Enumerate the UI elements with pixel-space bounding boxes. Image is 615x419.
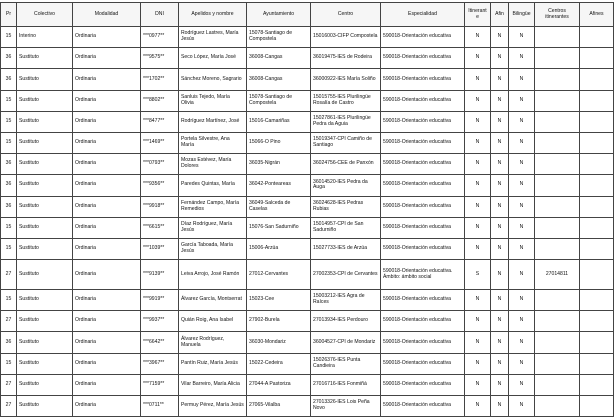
cell-ayuntamiento: 27012-Cervantes — [247, 260, 311, 290]
page — [0, 2, 613, 417]
cell-especialidad: 590018-Orientación educativa — [381, 290, 465, 311]
cell-afines — [580, 154, 614, 175]
cell-ayuntamiento: 15016-Camariñas — [247, 111, 311, 132]
cell-centros-itinerantes — [535, 353, 580, 374]
cell-colectivo: Sustituto — [17, 69, 73, 90]
cell-apelidos-nombre: García Taboada, María Jesús — [179, 238, 247, 259]
cell-afin: N — [491, 332, 509, 353]
table-row — [1, 196, 614, 217]
cell-pr: 15 — [1, 238, 17, 259]
table-row — [1, 290, 614, 311]
cell-apelidos-nombre: Leiva Arrojo, José Ramón — [179, 260, 247, 290]
cell-afines — [580, 196, 614, 217]
cell-itinerante: N — [465, 290, 491, 311]
cell-centro: 27002353-CPI de Cervantes — [311, 260, 381, 290]
cell-centros-itinerantes: 27014811 — [535, 260, 580, 290]
cell-apelidos-nombre: Sanluis Tejedo, María Olivia — [179, 90, 247, 111]
cell-centro: 36000922-IES María Soliño — [311, 69, 381, 90]
cell-bilingue: N — [509, 196, 535, 217]
header-afin: Afin — [491, 3, 509, 27]
cell-itinerante: N — [465, 332, 491, 353]
table-row — [1, 260, 614, 290]
cell-apelidos-nombre: Mozas Estévez, María Dolores — [179, 154, 247, 175]
cell-modalidad: Ordinaria — [73, 260, 141, 290]
cell-centro: 27013934-IES Perdouro — [311, 311, 381, 332]
cell-especialidad: 590018-Orientación educativa — [381, 90, 465, 111]
table-row — [1, 175, 614, 196]
cell-especialidad: 590018-Orientación educativa — [381, 48, 465, 69]
cell-especialidad: 590018-Orientación educativa — [381, 332, 465, 353]
cell-bilingue: N — [509, 154, 535, 175]
table-row — [1, 396, 614, 417]
cell-apelidos-nombre: Álvarez Rodríguez, Manuela — [179, 332, 247, 353]
cell-dni: ***1039** — [141, 238, 179, 259]
cell-pr: 27 — [1, 260, 17, 290]
cell-bilingue: N — [509, 260, 535, 290]
cell-itinerante: N — [465, 27, 491, 48]
cell-dni: ***9356** — [141, 175, 179, 196]
cell-colectivo: Sustituto — [17, 353, 73, 374]
cell-especialidad: 590018-Orientación educativa. Ámbito: ámbito social — [381, 260, 465, 290]
cell-bilingue: N — [509, 69, 535, 90]
cell-bilingue: N — [509, 111, 535, 132]
cell-centros-itinerantes — [535, 69, 580, 90]
cell-pr: 27 — [1, 374, 17, 395]
cell-dni: ***9575** — [141, 48, 179, 69]
cell-pr: 36 — [1, 48, 17, 69]
cell-pr: 36 — [1, 154, 17, 175]
cell-afines — [580, 217, 614, 238]
cell-bilingue: N — [509, 396, 535, 417]
cell-ayuntamiento: 27065-Vilalba — [247, 396, 311, 417]
cell-modalidad: Ordinaria — [73, 311, 141, 332]
table-row — [1, 69, 614, 90]
cell-apelidos-nombre: Álvarez García, Montserrat — [179, 290, 247, 311]
cell-colectivo: Sustituto — [17, 90, 73, 111]
header-especialidad: Especialidad — [381, 3, 465, 27]
cell-colectivo: Sustituto — [17, 311, 73, 332]
cell-bilingue: N — [509, 238, 535, 259]
cell-afin: N — [491, 311, 509, 332]
cell-apelidos-nombre: Fernández Campo, María Remedios — [179, 196, 247, 217]
table-row — [1, 311, 614, 332]
cell-pr: 27 — [1, 396, 17, 417]
cell-colectivo: Sustituto — [17, 217, 73, 238]
cell-especialidad: 590018-Orientación educativa — [381, 196, 465, 217]
cell-itinerante: N — [465, 196, 491, 217]
cell-afin: N — [491, 196, 509, 217]
cell-colectivo: Sustituto — [17, 48, 73, 69]
cell-itinerante: N — [465, 48, 491, 69]
cell-afines — [580, 311, 614, 332]
cell-bilingue: N — [509, 217, 535, 238]
cell-modalidad: Ordinaria — [73, 374, 141, 395]
cell-modalidad: Ordinaria — [73, 238, 141, 259]
cell-itinerante: N — [465, 396, 491, 417]
cell-pr: 36 — [1, 332, 17, 353]
cell-afin: N — [491, 217, 509, 238]
cell-pr: 15 — [1, 132, 17, 153]
cell-especialidad: 590018-Orientación educativa — [381, 27, 465, 48]
cell-afin: N — [491, 353, 509, 374]
cell-afin: N — [491, 132, 509, 153]
cell-ayuntamiento: 15006-Arzúa — [247, 238, 311, 259]
cell-dni: ***8477** — [141, 111, 179, 132]
header-centros-itinerantes: Centros itinerantes — [535, 3, 580, 27]
cell-afines — [580, 132, 614, 153]
cell-modalidad: Ordinaria — [73, 132, 141, 153]
cell-afin: N — [491, 396, 509, 417]
cell-colectivo: Sustituto — [17, 132, 73, 153]
cell-bilingue: N — [509, 332, 535, 353]
cell-centro: 15019347-CPI Camiño de Santiago — [311, 132, 381, 153]
cell-centro: 15014957-CPI de San Sadurniño — [311, 217, 381, 238]
cell-afines — [580, 332, 614, 353]
cell-dni: ***0793** — [141, 154, 179, 175]
cell-centro: 36014520-IES Pedra da Auga — [311, 175, 381, 196]
cell-afines — [580, 48, 614, 69]
cell-ayuntamiento: 15066-O Pino — [247, 132, 311, 153]
cell-dni: ***9937** — [141, 311, 179, 332]
cell-afin: N — [491, 238, 509, 259]
cell-ayuntamiento: 36008-Cangas — [247, 69, 311, 90]
header-modalidad: Modalidad — [73, 3, 141, 27]
cell-bilingue: N — [509, 374, 535, 395]
cell-afines — [580, 396, 614, 417]
cell-bilingue: N — [509, 48, 535, 69]
cell-modalidad: Ordinaria — [73, 332, 141, 353]
cell-apelidos-nombre: Díaz Rodríguez, María Jesús — [179, 217, 247, 238]
cell-colectivo: Sustituto — [17, 196, 73, 217]
cell-centros-itinerantes — [535, 196, 580, 217]
cell-centros-itinerantes — [535, 332, 580, 353]
cell-ayuntamiento: 15023-Cee — [247, 290, 311, 311]
cell-colectivo: Sustituto — [17, 332, 73, 353]
cell-colectivo: Sustituto — [17, 396, 73, 417]
cell-ayuntamiento: 27902-Burela — [247, 311, 311, 332]
cell-afin: N — [491, 111, 509, 132]
cell-colectivo: Sustituto — [17, 374, 73, 395]
cell-apelidos-nombre: Quián Roig, Ana Isabel — [179, 311, 247, 332]
assignments-table — [0, 2, 614, 417]
table-row — [1, 374, 614, 395]
table-row — [1, 332, 614, 353]
cell-ayuntamiento: 15022-Cedeira — [247, 353, 311, 374]
cell-afines — [580, 374, 614, 395]
cell-dni: ***9919** — [141, 290, 179, 311]
cell-ayuntamiento: 36030-Mondariz — [247, 332, 311, 353]
cell-itinerante: N — [465, 69, 491, 90]
cell-afin: N — [491, 69, 509, 90]
table-header-row — [1, 3, 614, 27]
cell-afines — [580, 353, 614, 374]
cell-afin: N — [491, 175, 509, 196]
cell-afines — [580, 27, 614, 48]
cell-itinerante: N — [465, 132, 491, 153]
cell-colectivo: Sustituto — [17, 238, 73, 259]
cell-bilingue: N — [509, 353, 535, 374]
cell-especialidad: 590018-Orientación educativa — [381, 311, 465, 332]
cell-centro: 15027733-IES de Arzúa — [311, 238, 381, 259]
cell-colectivo: Sustituto — [17, 154, 73, 175]
table-row — [1, 217, 614, 238]
cell-centros-itinerantes — [535, 48, 580, 69]
cell-bilingue: N — [509, 90, 535, 111]
cell-colectivo: Interino — [17, 27, 73, 48]
cell-modalidad: Ordinaria — [73, 175, 141, 196]
cell-modalidad: Ordinaria — [73, 27, 141, 48]
cell-ayuntamiento: 36008-Cangas — [247, 48, 311, 69]
cell-afines — [580, 238, 614, 259]
cell-especialidad: 590018-Orientación educativa — [381, 175, 465, 196]
cell-itinerante: S — [465, 260, 491, 290]
cell-itinerante: N — [465, 353, 491, 374]
cell-itinerante: N — [465, 154, 491, 175]
cell-modalidad: Ordinaria — [73, 90, 141, 111]
cell-apelidos-nombre: Paredes Quintas, María — [179, 175, 247, 196]
table-row — [1, 27, 614, 48]
table-row — [1, 111, 614, 132]
cell-centros-itinerantes — [535, 217, 580, 238]
cell-pr: 15 — [1, 90, 17, 111]
cell-especialidad: 590018-Orientación educativa — [381, 396, 465, 417]
cell-itinerante: N — [465, 217, 491, 238]
cell-dni: ***9918** — [141, 196, 179, 217]
cell-centro: 15026376-IES Punta Candieira — [311, 353, 381, 374]
cell-ayuntamiento: 36049-Salceda de Caselas — [247, 196, 311, 217]
cell-modalidad: Ordinaria — [73, 69, 141, 90]
cell-afin: N — [491, 27, 509, 48]
cell-centros-itinerantes — [535, 111, 580, 132]
cell-afin: N — [491, 154, 509, 175]
cell-centros-itinerantes — [535, 290, 580, 311]
cell-centro: 36004527-CPI de Mondariz — [311, 332, 381, 353]
cell-especialidad: 590018-Orientación educativa — [381, 374, 465, 395]
cell-modalidad: Ordinaria — [73, 196, 141, 217]
cell-centros-itinerantes — [535, 132, 580, 153]
cell-especialidad: 590018-Orientación educativa — [381, 238, 465, 259]
cell-dni: ***7159** — [141, 374, 179, 395]
cell-apelidos-nombre: Portela Silvestre, Ana María — [179, 132, 247, 153]
cell-apelidos-nombre: Pantín Ruiz, María Jesús — [179, 353, 247, 374]
cell-itinerante: N — [465, 311, 491, 332]
cell-afin: N — [491, 260, 509, 290]
cell-bilingue: N — [509, 132, 535, 153]
cell-afin: N — [491, 48, 509, 69]
cell-apelidos-nombre: Seco López, María José — [179, 48, 247, 69]
cell-modalidad: Ordinaria — [73, 290, 141, 311]
cell-pr: 15 — [1, 217, 17, 238]
cell-itinerante: N — [465, 238, 491, 259]
cell-centro: 15015755-IES Plurilingüe Rosalía de Castro — [311, 90, 381, 111]
cell-bilingue: N — [509, 290, 535, 311]
cell-colectivo: Sustituto — [17, 260, 73, 290]
header-bilingue: Bilingüe — [509, 3, 535, 27]
cell-centros-itinerantes — [535, 90, 580, 111]
cell-pr: 15 — [1, 27, 17, 48]
cell-itinerante: N — [465, 111, 491, 132]
cell-pr: 15 — [1, 353, 17, 374]
cell-modalidad: Ordinaria — [73, 48, 141, 69]
cell-itinerante: N — [465, 90, 491, 111]
cell-apelidos-nombre: Permuy Pérez, María Jesús — [179, 396, 247, 417]
cell-apelidos-nombre: Sánchez Moreno, Sagrario — [179, 69, 247, 90]
header-colectivo: Colectivo — [17, 3, 73, 27]
cell-dni: ***0711** — [141, 396, 179, 417]
header-pr: Pr — [1, 3, 17, 27]
cell-especialidad: 590018-Orientación educativa — [381, 217, 465, 238]
cell-centro: 27013326-IES Lois Peña Novo — [311, 396, 381, 417]
cell-pr: 15 — [1, 111, 17, 132]
cell-colectivo: Sustituto — [17, 111, 73, 132]
cell-dni: ***8802** — [141, 90, 179, 111]
cell-afines — [580, 111, 614, 132]
cell-colectivo: Sustituto — [17, 290, 73, 311]
table-row — [1, 353, 614, 374]
cell-afines — [580, 290, 614, 311]
cell-pr: 15 — [1, 290, 17, 311]
header-itinerante: Itinerante — [465, 3, 491, 27]
cell-ayuntamiento: 15078-Santiago de Compostela — [247, 90, 311, 111]
cell-centro: 36019475-IES de Rodeira — [311, 48, 381, 69]
cell-centro: 15027861-IES Plurilingüe Pedra da Aguia — [311, 111, 381, 132]
header-centro: Centro — [311, 3, 381, 27]
header-afines: Afines — [580, 3, 614, 27]
cell-bilingue: N — [509, 27, 535, 48]
cell-pr: 36 — [1, 175, 17, 196]
cell-apelidos-nombre: Rodríguez Lastres, María Jesús — [179, 27, 247, 48]
cell-afin: N — [491, 90, 509, 111]
cell-apelidos-nombre: Rodríguez Martínez, José — [179, 111, 247, 132]
cell-afines — [580, 90, 614, 111]
table-row — [1, 154, 614, 175]
cell-bilingue: N — [509, 311, 535, 332]
cell-afin: N — [491, 374, 509, 395]
cell-pr: 27 — [1, 311, 17, 332]
cell-especialidad: 590018-Orientación educativa — [381, 154, 465, 175]
cell-centros-itinerantes — [535, 238, 580, 259]
table-body — [1, 27, 614, 417]
cell-afines — [580, 69, 614, 90]
cell-modalidad: Ordinaria — [73, 217, 141, 238]
cell-centros-itinerantes — [535, 311, 580, 332]
cell-bilingue: N — [509, 175, 535, 196]
cell-centros-itinerantes — [535, 27, 580, 48]
cell-afines — [580, 175, 614, 196]
table-row — [1, 238, 614, 259]
cell-dni: ***3967** — [141, 353, 179, 374]
cell-afin: N — [491, 290, 509, 311]
cell-ayuntamiento: 15076-San Sadurniño — [247, 217, 311, 238]
cell-ayuntamiento: 27044-A Pastoriza — [247, 374, 311, 395]
cell-centros-itinerantes — [535, 374, 580, 395]
cell-ayuntamiento: 36042-Ponteareas — [247, 175, 311, 196]
cell-dni: ***6615** — [141, 217, 179, 238]
cell-modalidad: Ordinaria — [73, 396, 141, 417]
table-row — [1, 48, 614, 69]
cell-centros-itinerantes — [535, 175, 580, 196]
cell-afines — [580, 260, 614, 290]
cell-apelidos-nombre: Vilar Barreiro, María Alicia — [179, 374, 247, 395]
cell-especialidad: 590018-Orientación educativa — [381, 69, 465, 90]
header-dni: DNI — [141, 3, 179, 27]
cell-especialidad: 590018-Orientación educativa — [381, 111, 465, 132]
table-row — [1, 132, 614, 153]
cell-ayuntamiento: 15078-Santiago de Compostela — [247, 27, 311, 48]
header-ayuntamiento: Ayuntamiento — [247, 3, 311, 27]
cell-itinerante: N — [465, 175, 491, 196]
cell-dni: ***9139** — [141, 260, 179, 290]
cell-centro: 27016716-IES Fonmiñá — [311, 374, 381, 395]
cell-pr: 36 — [1, 69, 17, 90]
cell-pr: 36 — [1, 196, 17, 217]
cell-centros-itinerantes — [535, 396, 580, 417]
cell-centros-itinerantes — [535, 154, 580, 175]
header-apelidos-nombre: Apelidos y nombre — [179, 3, 247, 27]
cell-modalidad: Ordinaria — [73, 111, 141, 132]
cell-modalidad: Ordinaria — [73, 154, 141, 175]
cell-dni: ***1702** — [141, 69, 179, 90]
cell-dni: ***0977** — [141, 27, 179, 48]
cell-modalidad: Ordinaria — [73, 353, 141, 374]
cell-centro: 36024628-IES Pedras Rubias — [311, 196, 381, 217]
cell-colectivo: Sustituto — [17, 175, 73, 196]
cell-centro: 15003212-IES Agra de Raíces — [311, 290, 381, 311]
cell-ayuntamiento: 36035-Nigrán — [247, 154, 311, 175]
cell-especialidad: 590018-Orientación educativa — [381, 132, 465, 153]
cell-centro: 36024756-CEE de Panxón — [311, 154, 381, 175]
cell-itinerante: N — [465, 374, 491, 395]
cell-centro: 15016003-CIFP Compostela — [311, 27, 381, 48]
cell-dni: ***1469** — [141, 132, 179, 153]
table-row — [1, 90, 614, 111]
cell-dni: ***6642** — [141, 332, 179, 353]
cell-especialidad: 590018-Orientación educativa — [381, 353, 465, 374]
